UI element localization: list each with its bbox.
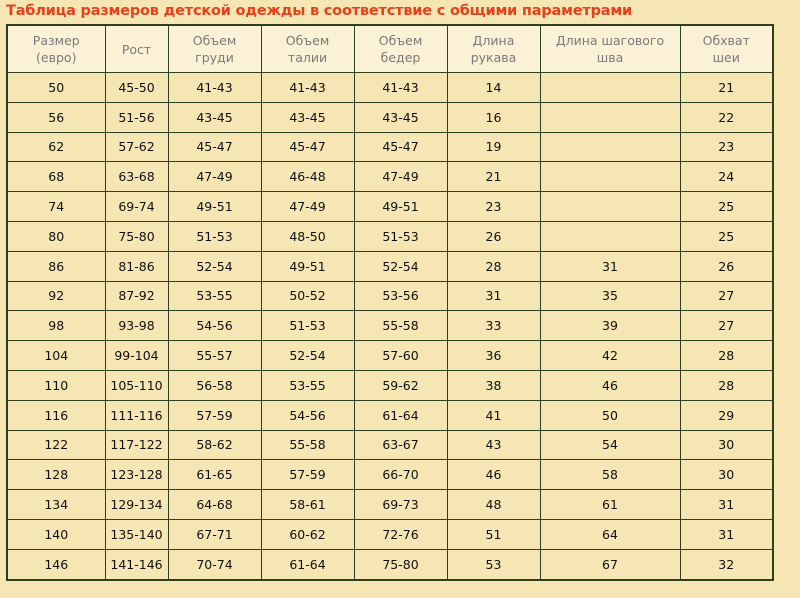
cell-waist: 48-50 <box>261 221 354 251</box>
cell-size: 98 <box>7 311 105 341</box>
col-header-waist: Объем талии <box>261 25 354 73</box>
cell-hips: 66-70 <box>354 460 447 490</box>
cell-hips: 53-56 <box>354 281 447 311</box>
cell-inseam: 64 <box>540 519 680 549</box>
cell-waist: 51-53 <box>261 311 354 341</box>
cell-size: 104 <box>7 341 105 371</box>
cell-size: 74 <box>7 192 105 222</box>
cell-height: 141-146 <box>105 549 168 579</box>
cell-waist: 47-49 <box>261 192 354 222</box>
cell-hips: 49-51 <box>354 192 447 222</box>
cell-waist: 46-48 <box>261 162 354 192</box>
cell-waist: 45-47 <box>261 132 354 162</box>
cell-hips: 55-58 <box>354 311 447 341</box>
cell-neck: 28 <box>680 341 773 371</box>
cell-chest: 41-43 <box>168 73 261 103</box>
col-header-neck: Обхват шеи <box>680 25 773 73</box>
cell-hips: 52-54 <box>354 251 447 281</box>
cell-sleeve: 36 <box>447 341 540 371</box>
cell-inseam <box>540 162 680 192</box>
cell-sleeve: 23 <box>447 192 540 222</box>
cell-waist: 57-59 <box>261 460 354 490</box>
cell-inseam <box>540 221 680 251</box>
cell-hips: 59-62 <box>354 370 447 400</box>
cell-neck: 24 <box>680 162 773 192</box>
cell-size: 128 <box>7 460 105 490</box>
table-row <box>7 132 773 162</box>
cell-inseam: 39 <box>540 311 680 341</box>
cell-size: 92 <box>7 281 105 311</box>
cell-sleeve: 31 <box>447 281 540 311</box>
table-header-row <box>7 25 773 73</box>
cell-chest: 58-62 <box>168 430 261 460</box>
cell-sleeve: 21 <box>447 162 540 192</box>
cell-neck: 29 <box>680 400 773 430</box>
cell-inseam: 67 <box>540 549 680 579</box>
cell-neck: 31 <box>680 519 773 549</box>
cell-inseam: 61 <box>540 490 680 520</box>
table-row <box>7 251 773 281</box>
cell-neck: 25 <box>680 192 773 222</box>
cell-height: 81-86 <box>105 251 168 281</box>
cell-height: 69-74 <box>105 192 168 222</box>
cell-neck: 27 <box>680 311 773 341</box>
cell-chest: 55-57 <box>168 341 261 371</box>
size-table <box>6 24 774 581</box>
cell-height: 105-110 <box>105 370 168 400</box>
cell-height: 87-92 <box>105 281 168 311</box>
cell-size: 86 <box>7 251 105 281</box>
cell-neck: 28 <box>680 370 773 400</box>
cell-sleeve: 33 <box>447 311 540 341</box>
col-header-chest: Объем груди <box>168 25 261 73</box>
cell-chest: 67-71 <box>168 519 261 549</box>
cell-waist: 54-56 <box>261 400 354 430</box>
cell-size: 140 <box>7 519 105 549</box>
cell-height: 123-128 <box>105 460 168 490</box>
cell-chest: 53-55 <box>168 281 261 311</box>
cell-hips: 47-49 <box>354 162 447 192</box>
cell-inseam <box>540 73 680 103</box>
table-row <box>7 73 773 103</box>
cell-height: 57-62 <box>105 132 168 162</box>
cell-chest: 56-58 <box>168 370 261 400</box>
cell-inseam: 58 <box>540 460 680 490</box>
cell-inseam <box>540 132 680 162</box>
table-row <box>7 162 773 192</box>
cell-waist: 60-62 <box>261 519 354 549</box>
cell-inseam <box>540 102 680 132</box>
cell-hips: 61-64 <box>354 400 447 430</box>
cell-sleeve: 46 <box>447 460 540 490</box>
cell-waist: 41-43 <box>261 73 354 103</box>
cell-height: 129-134 <box>105 490 168 520</box>
cell-waist: 53-55 <box>261 370 354 400</box>
cell-sleeve: 38 <box>447 370 540 400</box>
table-row <box>7 460 773 490</box>
cell-waist: 58-61 <box>261 490 354 520</box>
cell-inseam: 35 <box>540 281 680 311</box>
cell-sleeve: 43 <box>447 430 540 460</box>
cell-inseam <box>540 192 680 222</box>
cell-height: 117-122 <box>105 430 168 460</box>
cell-chest: 43-45 <box>168 102 261 132</box>
table-row <box>7 311 773 341</box>
cell-sleeve: 16 <box>447 102 540 132</box>
cell-sleeve: 26 <box>447 221 540 251</box>
table-row <box>7 490 773 520</box>
cell-chest: 52-54 <box>168 251 261 281</box>
col-header-sleeve: Длина рукава <box>447 25 540 73</box>
cell-size: 116 <box>7 400 105 430</box>
cell-size: 122 <box>7 430 105 460</box>
cell-size: 134 <box>7 490 105 520</box>
cell-chest: 47-49 <box>168 162 261 192</box>
cell-chest: 64-68 <box>168 490 261 520</box>
col-header-height: Рост <box>105 25 168 73</box>
cell-sleeve: 14 <box>447 73 540 103</box>
cell-size: 68 <box>7 162 105 192</box>
cell-sleeve: 41 <box>447 400 540 430</box>
cell-neck: 21 <box>680 73 773 103</box>
table-row <box>7 430 773 460</box>
cell-neck: 32 <box>680 549 773 579</box>
cell-hips: 72-76 <box>354 519 447 549</box>
cell-size: 80 <box>7 221 105 251</box>
cell-waist: 55-58 <box>261 430 354 460</box>
cell-inseam: 54 <box>540 430 680 460</box>
table-row <box>7 549 773 579</box>
cell-chest: 51-53 <box>168 221 261 251</box>
cell-chest: 70-74 <box>168 549 261 579</box>
cell-neck: 22 <box>680 102 773 132</box>
cell-chest: 45-47 <box>168 132 261 162</box>
table-row <box>7 400 773 430</box>
cell-neck: 25 <box>680 221 773 251</box>
cell-waist: 49-51 <box>261 251 354 281</box>
cell-height: 93-98 <box>105 311 168 341</box>
cell-hips: 45-47 <box>354 132 447 162</box>
cell-hips: 51-53 <box>354 221 447 251</box>
cell-neck: 27 <box>680 281 773 311</box>
cell-waist: 52-54 <box>261 341 354 371</box>
cell-inseam: 31 <box>540 251 680 281</box>
table-row <box>7 370 773 400</box>
table-row <box>7 192 773 222</box>
cell-hips: 63-67 <box>354 430 447 460</box>
cell-size: 146 <box>7 549 105 579</box>
cell-height: 135-140 <box>105 519 168 549</box>
cell-neck: 30 <box>680 430 773 460</box>
table-row <box>7 519 773 549</box>
col-header-inseam: Длина шагового шва <box>540 25 680 73</box>
cell-sleeve: 53 <box>447 549 540 579</box>
cell-neck: 26 <box>680 251 773 281</box>
cell-height: 99-104 <box>105 341 168 371</box>
table-body <box>7 73 773 580</box>
cell-sleeve: 28 <box>447 251 540 281</box>
cell-size: 50 <box>7 73 105 103</box>
cell-waist: 43-45 <box>261 102 354 132</box>
cell-chest: 49-51 <box>168 192 261 222</box>
cell-height: 63-68 <box>105 162 168 192</box>
cell-hips: 43-45 <box>354 102 447 132</box>
cell-sleeve: 48 <box>447 490 540 520</box>
cell-neck: 31 <box>680 490 773 520</box>
col-header-hips: Объем бедер <box>354 25 447 73</box>
cell-size: 110 <box>7 370 105 400</box>
cell-hips: 57-60 <box>354 341 447 371</box>
table-row <box>7 281 773 311</box>
cell-neck: 30 <box>680 460 773 490</box>
cell-height: 75-80 <box>105 221 168 251</box>
cell-chest: 54-56 <box>168 311 261 341</box>
cell-height: 51-56 <box>105 102 168 132</box>
cell-waist: 50-52 <box>261 281 354 311</box>
page-title: Таблица размеров детской одежды в соответствие с общими параметрами <box>6 3 632 19</box>
cell-height: 111-116 <box>105 400 168 430</box>
cell-sleeve: 19 <box>447 132 540 162</box>
cell-inseam: 50 <box>540 400 680 430</box>
cell-chest: 61-65 <box>168 460 261 490</box>
cell-hips: 69-73 <box>354 490 447 520</box>
cell-height: 45-50 <box>105 73 168 103</box>
cell-size: 56 <box>7 102 105 132</box>
table-row <box>7 341 773 371</box>
cell-inseam: 42 <box>540 341 680 371</box>
table-row <box>7 102 773 132</box>
cell-hips: 75-80 <box>354 549 447 579</box>
cell-chest: 57-59 <box>168 400 261 430</box>
cell-waist: 61-64 <box>261 549 354 579</box>
table-row <box>7 221 773 251</box>
cell-size: 62 <box>7 132 105 162</box>
col-header-size: Размер (евро) <box>7 25 105 73</box>
cell-neck: 23 <box>680 132 773 162</box>
cell-hips: 41-43 <box>354 73 447 103</box>
cell-inseam: 46 <box>540 370 680 400</box>
cell-sleeve: 51 <box>447 519 540 549</box>
